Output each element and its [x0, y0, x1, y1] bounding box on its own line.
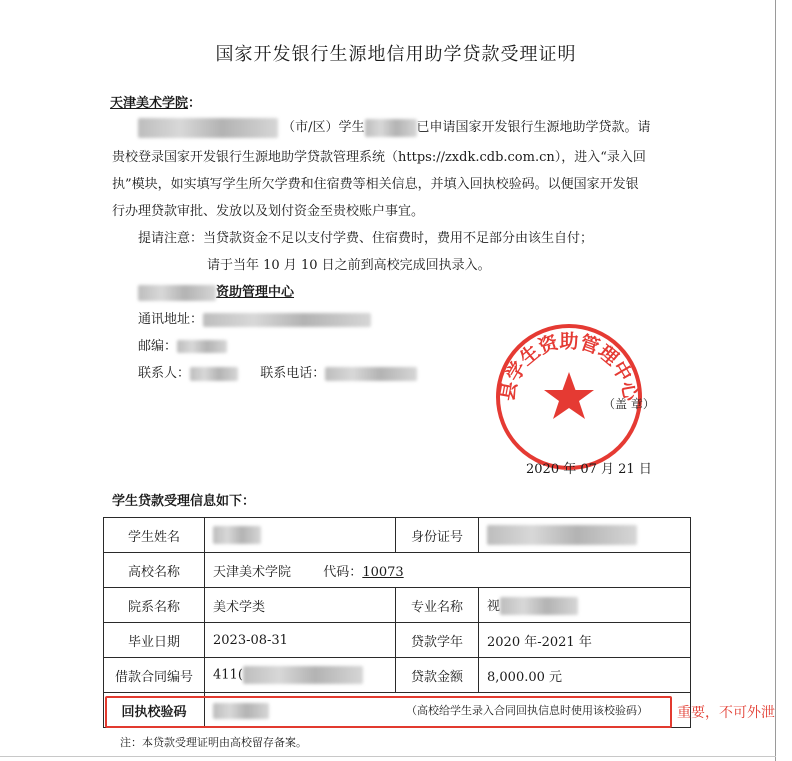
paragraph-line-1	[138, 116, 651, 138]
red-annotation: 重要，不可外泄	[677, 705, 775, 721]
seal-arc-text: 县学生资助管理中心	[496, 330, 642, 403]
redacted-postcode	[177, 340, 227, 353]
paragraph-line-4: 行办理贷款审批、发放以及划付资金至贵校账户事宜。	[112, 204, 425, 219]
page-edge-right	[775, 0, 776, 761]
table-row	[104, 588, 691, 623]
notice-line-1: 提请注意：当贷款资金不足以支付学费、住宿费时，费用不足部分由该生自付；	[138, 231, 594, 246]
major-label: 专业名称	[396, 588, 479, 623]
name-label: 学生姓名	[104, 518, 205, 553]
redacted-contract	[243, 666, 363, 684]
redacted-student-name	[365, 119, 417, 137]
table-row	[104, 518, 691, 553]
redacted-name	[213, 526, 261, 544]
center-name-suffix: 资助管理中心	[216, 285, 295, 300]
phone-label: 联系电话：	[260, 366, 326, 381]
postcode-label: 邮编：	[138, 339, 178, 354]
school-value: 天津美术学院	[213, 564, 292, 580]
table-row	[104, 623, 691, 658]
id-label: 身份证号	[396, 518, 479, 553]
table-row	[104, 658, 691, 693]
table-row	[104, 553, 691, 588]
address-label: 通讯地址：	[138, 312, 204, 327]
grad-value: 2023-08-31	[205, 623, 396, 658]
major-value-prefix: 视	[487, 598, 501, 614]
issuing-center	[138, 281, 294, 301]
redacted-phone	[325, 367, 417, 381]
paragraph-line-3: 执”模块，如实填写学生所欠学费和住宿费等相关信息，并填入回执校验码。以便国家开发银	[112, 177, 639, 192]
code-value: 10073	[362, 564, 404, 580]
amount-value: 8,000.00 元	[479, 658, 691, 693]
page-edge-bottom	[0, 756, 776, 757]
grad-label: 毕业日期	[104, 623, 205, 658]
year-value: 2020 年-2021 年	[479, 623, 691, 658]
postcode-row	[138, 335, 227, 354]
seal-star	[544, 372, 594, 419]
major-value-cell	[479, 588, 691, 623]
footnote: 注：本贷款受理证明由高校留存备案。	[120, 736, 307, 749]
notice-line-2: 请于当年 10 月 10 日之前到高校完成回执录入。	[207, 258, 491, 273]
recipient-colon: ：	[188, 96, 202, 111]
contact-label: 联系人：	[138, 366, 191, 381]
contract-value-cell	[205, 658, 396, 693]
redacted-address	[203, 313, 371, 327]
code-label: 代码：	[323, 564, 363, 580]
recipient-line	[110, 92, 201, 111]
address-row	[138, 308, 371, 327]
school-label: 高校名称	[104, 553, 205, 588]
contact-row	[138, 362, 417, 381]
document-title: 国家开发银行生源地信用助学贷款受理证明	[215, 44, 577, 65]
dept-value: 美术学类	[205, 588, 396, 623]
para1-part-b: 已申请国家开发银行生源地助学贷款。请	[416, 120, 651, 135]
paragraph-line-2: 贵校登录国家开发银行生源地助学贷款管理系统（https://zxdk.cdb.com.cn），进入“录入回	[112, 150, 646, 165]
redacted-contact	[190, 367, 238, 381]
redacted-major	[500, 597, 578, 615]
redacted-id	[487, 525, 637, 545]
contract-prefix: 411(	[213, 667, 243, 683]
seal-label: （盖 章）	[603, 397, 655, 411]
year-label: 贷款学年	[396, 623, 479, 658]
recipient-school: 天津美术学院	[110, 96, 189, 111]
verify-note: （高校给学生录入合同回执信息时使用该校验码）	[406, 703, 648, 717]
para1-part-a: （市/区）学生	[282, 120, 365, 135]
seal-date: 2020 年 07 月 21 日	[526, 462, 652, 477]
verify-label: 回执校验码	[104, 693, 205, 728]
section-title: 学生贷款受理信息如下：	[112, 494, 256, 509]
school-value-cell	[205, 553, 691, 588]
name-value	[205, 518, 396, 553]
highlight-box	[105, 696, 672, 728]
contract-label: 借款合同编号	[104, 658, 205, 693]
redacted-county	[138, 285, 216, 301]
amount-label: 贷款金额	[396, 658, 479, 693]
dept-label: 院系名称	[104, 588, 205, 623]
id-value	[479, 518, 691, 553]
redacted-district	[138, 118, 278, 138]
